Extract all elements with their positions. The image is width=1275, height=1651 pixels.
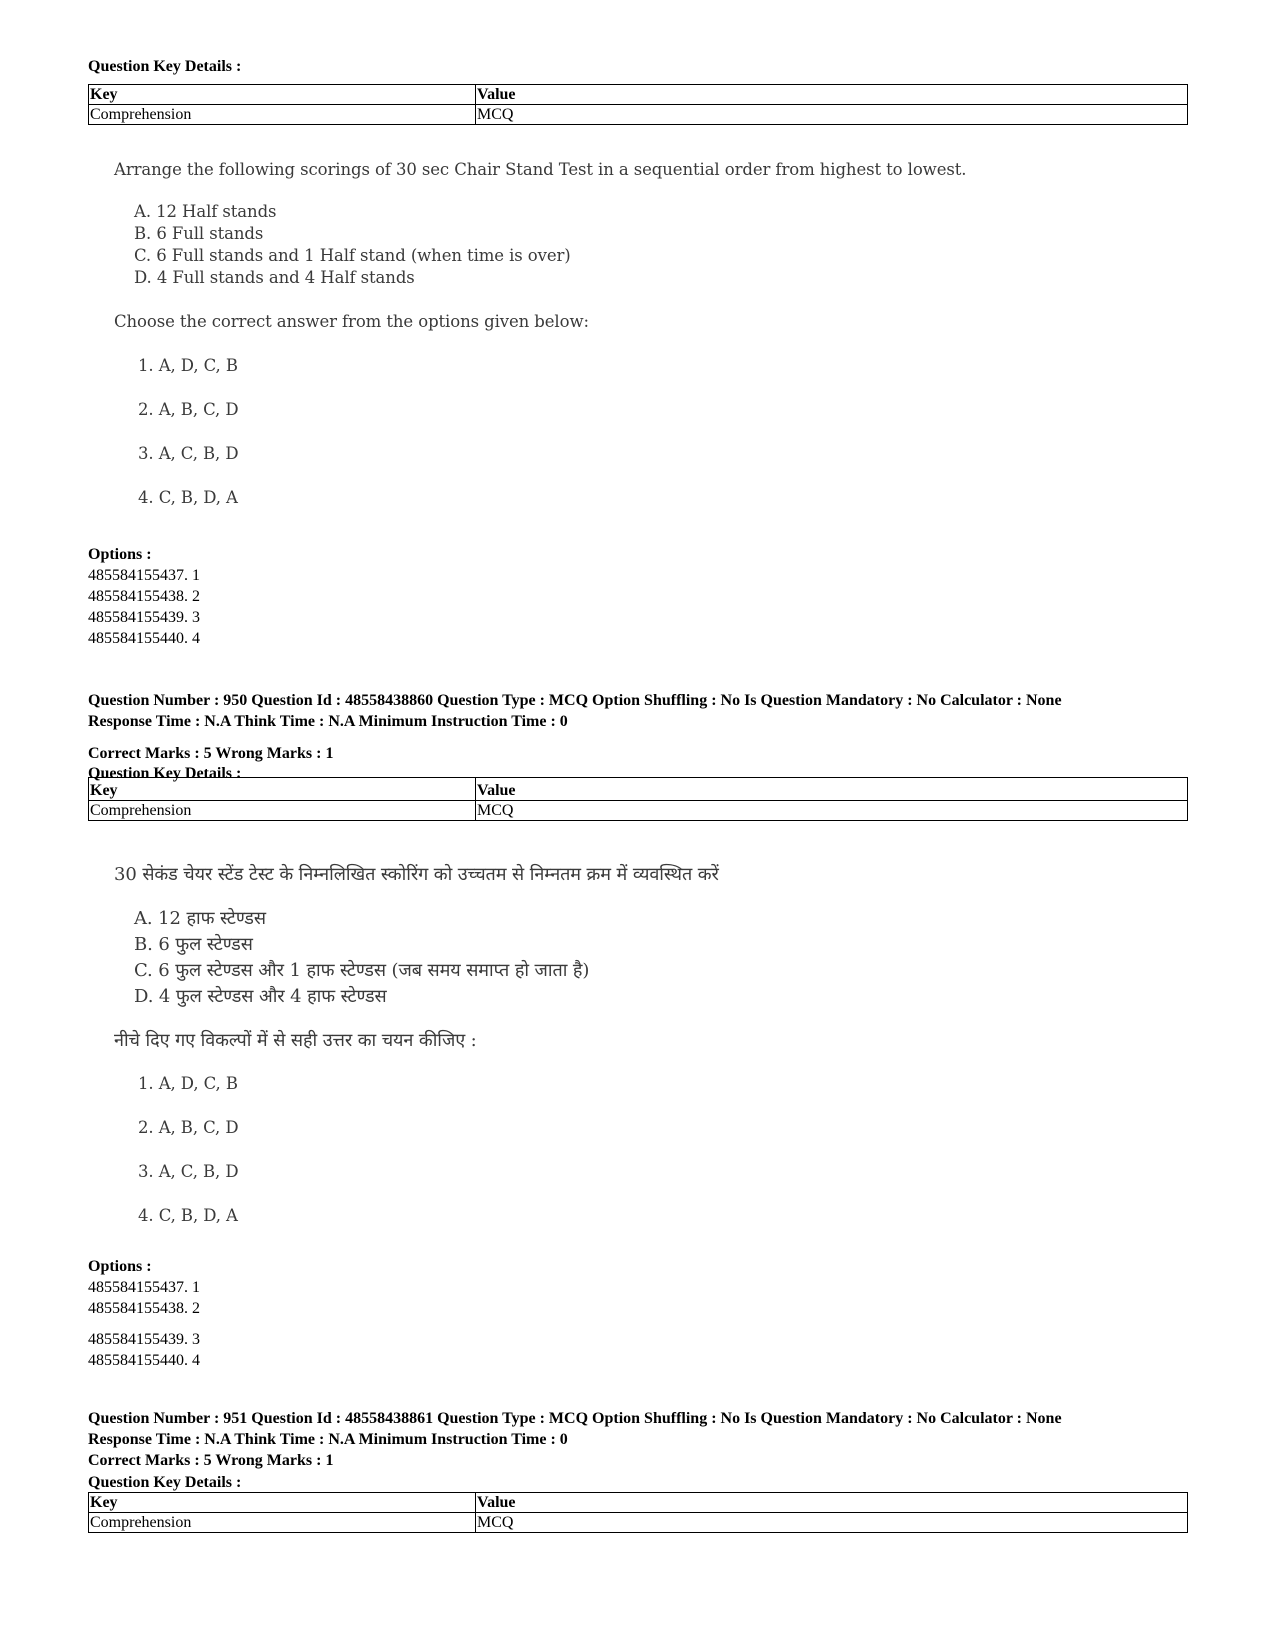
question-item: B. 6 Full stands: [134, 224, 264, 243]
option-item: 485584155438. 2: [88, 1300, 200, 1317]
question-key-details-label: Question Key Details :: [88, 58, 242, 75]
question-item: B. 6 फुल स्टेण्डस: [134, 934, 253, 955]
choose-instruction: Choose the correct answer from the options given below:: [114, 312, 589, 331]
question-key-table: [88, 1492, 1188, 1533]
table-header-row: [89, 778, 1188, 801]
option-item: 485584155437. 1: [88, 1279, 200, 1296]
question-item: A. 12 Half stands: [134, 202, 277, 221]
option-item: 485584155440. 4: [88, 630, 200, 647]
table-header-row: [89, 85, 1188, 105]
table-cell-key: Comprehension: [89, 801, 476, 821]
table-cell-value: MCQ: [476, 105, 1188, 125]
question-key-table: [88, 777, 1188, 821]
table-cell-key: Comprehension: [89, 1513, 476, 1533]
question-item: C. 6 फुल स्टेण्डस और 1 हाफ स्टेण्डस (जब समय समाप्त हो जाता है): [134, 960, 590, 981]
question-key-details-label: Question Key Details :: [88, 1474, 242, 1491]
table-cell-key: Comprehension: [89, 105, 476, 125]
question-meta-line: Question Number : 950 Question Id : 48558438860 Question Type : MCQ Option Shuffling : No Is Question Mandatory : No Calculator : None: [88, 692, 1062, 709]
question-timing-line: Response Time : N.A Think Time : N.A Minimum Instruction Time : 0: [88, 713, 568, 730]
table-cell-value: MCQ: [476, 1513, 1188, 1533]
table-header-value: Value: [476, 85, 1188, 105]
question-marks-line: Correct Marks : 5 Wrong Marks : 1: [88, 745, 334, 762]
question-key-details-label: Question Key Details :: [88, 765, 242, 782]
option-item: 485584155438. 2: [88, 588, 200, 605]
option-item: 485584155439. 3: [88, 1331, 200, 1348]
options-section: [88, 544, 200, 649]
question-item: C. 6 Full stands and 1 Half stand (when time is over): [134, 246, 571, 265]
option-item: 485584155437. 1: [88, 567, 200, 584]
options-section: [88, 1256, 200, 1371]
question-key-table: [88, 84, 1188, 125]
choose-instruction: नीचे दिए गए विकल्पों में से सही उत्तर का चयन कीजिए :: [114, 1030, 477, 1051]
table-header-value: Value: [476, 778, 1188, 801]
table-header-key: Key: [89, 1493, 476, 1513]
answer-choice: 2. A, B, C, D: [138, 1118, 239, 1137]
table-cell-value: MCQ: [476, 801, 1188, 821]
question-statement: 30 सेकंड चेयर स्टेंड टेस्ट के निम्नलिखित स्कोरिंग को उच्चतम से निम्नतम क्रम में व्यवस्थित करें: [114, 864, 719, 885]
question-timing-line: Response Time : N.A Think Time : N.A Minimum Instruction Time : 0: [88, 1431, 568, 1448]
answer-choice: 4. C, B, D, A: [138, 488, 238, 507]
option-item: 485584155440. 4: [88, 1352, 200, 1369]
table-header-key: Key: [89, 85, 476, 105]
table-header-row: [89, 1493, 1188, 1513]
answer-choice: 2. A, B, C, D: [138, 400, 239, 419]
question-statement: Arrange the following scorings of 30 sec Chair Stand Test in a sequential order from highest to lowest.: [114, 160, 967, 179]
answer-choice: 1. A, D, C, B: [138, 356, 238, 375]
option-item: 485584155439. 3: [88, 609, 200, 626]
table-row: [89, 801, 1188, 821]
question-marks-line: Correct Marks : 5 Wrong Marks : 1: [88, 1452, 334, 1469]
options-label: Options :: [88, 546, 152, 563]
question-item: A. 12 हाफ स्टेण्डस: [134, 908, 266, 929]
table-row: [89, 105, 1188, 125]
answer-choice: 4. C, B, D, A: [138, 1206, 238, 1225]
table-row: [89, 1513, 1188, 1533]
answer-choice: 3. A, C, B, D: [138, 444, 239, 463]
answer-choice: 1. A, D, C, B: [138, 1074, 238, 1093]
question-item: D. 4 फुल स्टेण्डस और 4 हाफ स्टेण्डस: [134, 986, 387, 1007]
table-header-key: Key: [89, 778, 476, 801]
options-label: Options :: [88, 1258, 152, 1275]
table-header-value: Value: [476, 1493, 1188, 1513]
question-meta-line: Question Number : 951 Question Id : 48558438861 Question Type : MCQ Option Shuffling : No Is Question Mandatory : No Calculator : None: [88, 1410, 1062, 1427]
answer-choice: 3. A, C, B, D: [138, 1162, 239, 1181]
question-item: D. 4 Full stands and 4 Half stands: [134, 268, 415, 287]
